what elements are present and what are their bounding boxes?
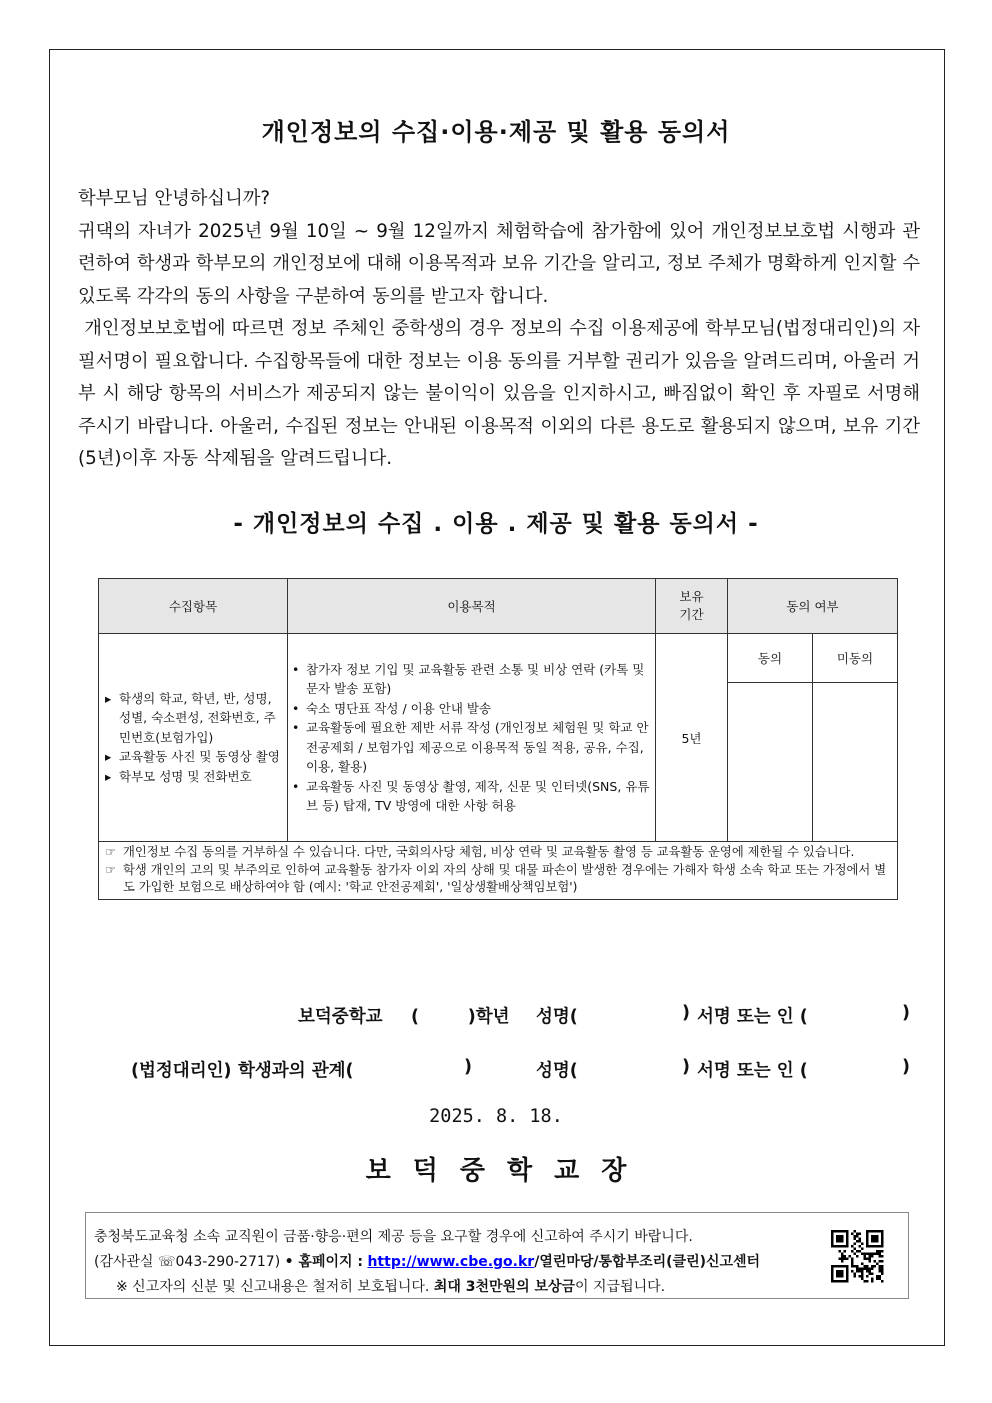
purpose-bullet: • (292, 700, 300, 716)
document-title: 개인정보의 수집·이용·제공 및 활용 동의서 (261, 118, 731, 146)
intro-paragraph-2: 개인정보보호법에 따르면 정보 주체인 중학생의 경우 정보의 수집 이용제공에 학부모님(법정대리인)의 자필서명이 필요합니다. 수집항목들에 대한 정보는 이용 동의를 거부할 권리가 있음을 알려드리며, 아울러 거부 시 해당 항목의 서비스가 제공되지 않는 불이익이 있음을 인지하시고, 빠짐없이 확인 후 자필로 서명해 주시기 바랍니다. 아울러, 수집된 정보는 안내된 이용목적 이외의 다른 용도로 활용되지 않으며, 보유 기간(5년)이후 자동 삭제됨을 알려드립니다. (78, 318, 926, 469)
intro-text (78, 183, 926, 476)
header-consent: 동의 여부 (728, 579, 898, 634)
guardian-name-field[interactable] (580, 1054, 678, 1082)
homepage-link[interactable]: http://www.cbe.go.kr (367, 1254, 535, 1270)
purpose-list (292, 660, 651, 816)
collected-text: 학생의 학교, 학년, 반, 성명, 성별, 숙소편성, 전화번호, 주민번호(보험가입) (119, 690, 276, 745)
collected-text: 학부모 성명 및 전화번호 (119, 768, 252, 784)
purpose-bullet: • (292, 661, 300, 677)
note-text: 개인정보 수집 동의를 거부하실 수 있습니다. 다만, 국회의사당 체험, 비상 연락 및 교육활동 촬영 등 교육활동 운영에 제한될 수 있습니다. (123, 845, 855, 859)
report-line-2 (94, 1251, 760, 1271)
header-purpose: 이용목적 (288, 579, 656, 634)
purpose-bullet: • (292, 778, 300, 794)
school-label: 보덕중학교 (298, 1007, 383, 1027)
purpose-text: 교육활동 사진 및 동영상 촬영, 제작, 신문 및 인터넷(SNS, 유튜브 등) 탑재, TV 방영에 대한 사항 허용 (306, 778, 650, 813)
purpose-text: 참가자 정보 기입 및 교육활동 관련 소통 및 비상 연락 (카톡 및 문자 발송 포함) (306, 661, 645, 696)
relation-field[interactable] (380, 1054, 460, 1082)
collected-items-cell (99, 634, 288, 842)
report-line-1: 충청북도교육청 소속 교직원이 금품·향응·편의 제공 등을 요구할 경우에 신고하여 주시기 바랍니다. (94, 1229, 693, 1245)
purpose-item (292, 718, 651, 777)
report-notice-box (85, 1212, 909, 1299)
relation-label: 학생과의 관계( (238, 1061, 354, 1081)
guardian-label: (법정대리인) (131, 1061, 232, 1081)
sign-label-2: 서명 또는 인 ( (697, 1061, 808, 1081)
collected-item (105, 689, 281, 748)
purpose-text: 교육활동에 필요한 제반 서류 작성 (개인정보 체험원 및 학교 안전공제회 / 보험가입 제공으로 이용목적 동일 적용, 공유, 수집, 이용, 활용) (306, 720, 649, 774)
name-close-1: ) (682, 1003, 690, 1023)
note-item (105, 862, 891, 897)
retention-cell: 5년 (656, 634, 728, 842)
purpose-item (292, 660, 651, 699)
sign-label-1: 서명 또는 인 ( (697, 1007, 808, 1027)
note-text: 학생 개인의 고의 및 부주의로 인하여 교육활동 참가자 이외 자의 상해 및 대물 파손이 발생한 경우에는 가해자 학생 소속 학교 또는 가정에서 별도 가입한 보험으로 배상하여야 함 (예시: '학교 안전공제회', '일상생활배상책임보험') (123, 862, 887, 894)
grade-field[interactable]: ( )학년 (411, 1007, 510, 1027)
report-line-3 (116, 1276, 665, 1296)
name-close-2: ) (682, 1057, 690, 1077)
homepage-path: /열린마당/통합부조리(클린)신고센터 (534, 1254, 761, 1270)
disagree-checkbox-cell[interactable] (813, 683, 898, 842)
note-bullet: ☞ (105, 845, 117, 859)
consent-table (98, 578, 898, 900)
notes-cell (99, 842, 898, 900)
purpose-cell (288, 634, 656, 842)
purpose-item (292, 777, 651, 816)
sign-close-1: ) (902, 1003, 910, 1023)
header-disagree: 미동의 (813, 634, 898, 683)
qr-code-icon[interactable] (829, 1228, 886, 1286)
intro-paragraph-1: 귀댁의 자녀가 2025년 9월 10일 ~ 9월 12일까지 체험학습에 참가함에 있어 개인정보보호법 시행과 관련하여 학생과 학부모의 개인정보에 대해 이용목적과 보유 기간을 알리고, 정보 주체가 명확하게 인지할 수 있도록 각각의 동의 사항을 구분하여 동의를 받고자 합니다. (78, 220, 920, 307)
section-subtitle: - 개인정보의 수집 . 이용 . 제공 및 활용 동의서 - (233, 511, 759, 537)
collected-item (105, 767, 281, 787)
student-signature-field[interactable] (830, 1000, 898, 1028)
header-items: 수집항목 (99, 579, 288, 634)
purpose-text: 숙소 명단표 작성 / 이용 안내 발송 (306, 700, 492, 716)
homepage-label: • 홈페이지 : (284, 1254, 364, 1270)
greeting: 학부모님 안녕하십니까? (78, 188, 271, 209)
name-label-1: 성명( (536, 1007, 578, 1027)
collected-bullet: ▸ (105, 768, 112, 784)
collected-bullet: ▸ (105, 690, 112, 706)
notes-list (105, 844, 891, 897)
collected-text: 교육활동 사진 및 동영상 촬영 (119, 749, 280, 765)
header-agree: 동의 (728, 634, 813, 683)
name-label-2: 성명( (536, 1061, 578, 1081)
collected-bullet: ▸ (105, 749, 112, 765)
agree-checkbox-cell[interactable] (728, 683, 813, 842)
report-reward-suffix: 이 지급됩니다. (575, 1279, 666, 1295)
audit-office-contact: (감사관실 ☏043-290-2717) (94, 1254, 281, 1270)
note-item (105, 844, 891, 862)
purpose-bullet: • (292, 720, 300, 735)
report-reward: 최대 3천만원의 보상금 (433, 1279, 576, 1295)
student-name-field[interactable] (580, 1000, 678, 1028)
principal-name: 보덕중학교장 (365, 1156, 649, 1186)
report-protection-note: ※ 신고자의 신분 및 신고내용은 철저히 보호됩니다. (116, 1279, 430, 1295)
collected-item (105, 747, 281, 767)
document-date: 2025. 8. 18. (429, 1106, 563, 1127)
purpose-item (292, 699, 651, 719)
guardian-signature-field[interactable] (830, 1054, 898, 1082)
relation-close: ) (464, 1057, 472, 1077)
sign-close-2: ) (902, 1057, 910, 1077)
collected-items-list (105, 689, 281, 787)
header-retention: 보유 기간 (656, 579, 728, 634)
note-bullet: ☞ (105, 862, 117, 877)
